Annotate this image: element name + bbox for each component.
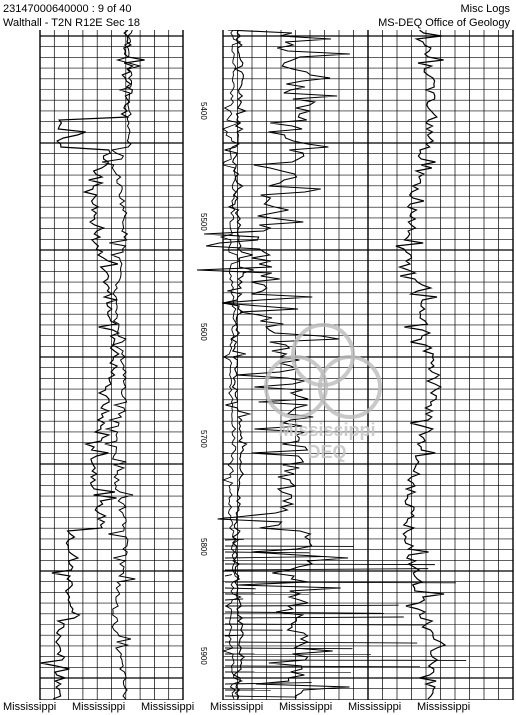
- log-curve-trace: [223, 30, 254, 699]
- log-curve-spike: [225, 605, 399, 606]
- well-id-page-label: 23147000640000 : 9 of 40: [3, 3, 132, 15]
- watermark-text: DEQ: [307, 442, 347, 462]
- log-curve-spike: [225, 648, 352, 649]
- depth-label: 5900: [199, 647, 208, 665]
- well-location-label: Walthall - T2N R12E Sec 18: [3, 17, 140, 29]
- well-log-image: [0, 30, 516, 700]
- log-curve-trace: [396, 30, 445, 699]
- log-curve-spike: [225, 557, 326, 558]
- depth-label: 5400: [199, 102, 208, 120]
- footer-label: Mississippi: [279, 701, 333, 713]
- log-curves: [41, 30, 466, 699]
- footer-label: Mississippi: [210, 701, 264, 713]
- log-curve-spike: [225, 539, 244, 540]
- log-curve-spike: [225, 564, 435, 565]
- depth-label: 5800: [199, 538, 208, 556]
- depth-track: [199, 102, 208, 665]
- log-curve-trace: [102, 30, 140, 699]
- log-curve-spike: [225, 575, 232, 576]
- footer-label: Mississippi: [3, 701, 57, 713]
- log-curve-spike: [225, 588, 256, 589]
- organization-label: MS-DEQ Office of Geology: [378, 17, 510, 29]
- log-curve-spike: [225, 612, 384, 613]
- watermark-text: Mississippi: [278, 420, 376, 440]
- footer-label: Mississippi: [72, 701, 126, 713]
- log-curve-spike: [225, 599, 243, 600]
- footer-label: Mississippi: [348, 701, 402, 713]
- log-curve-spike: [225, 696, 297, 697]
- log-curve-spike: [225, 569, 428, 570]
- footer-watermark-strip: [0, 700, 516, 715]
- footer-label: Mississippi: [141, 701, 195, 713]
- log-curve-spike: [225, 642, 417, 643]
- depth-label: 5600: [199, 323, 208, 341]
- log-curve-trace: [41, 30, 145, 699]
- footer-label: Mississippi: [417, 701, 471, 713]
- depth-label: 5500: [199, 213, 208, 231]
- log-curve-spike: [225, 666, 420, 667]
- mdeq-watermark: [266, 325, 380, 462]
- log-type-label: Misc Logs: [460, 3, 510, 15]
- depth-label: 5700: [199, 430, 208, 448]
- log-curve-spike: [225, 624, 424, 625]
